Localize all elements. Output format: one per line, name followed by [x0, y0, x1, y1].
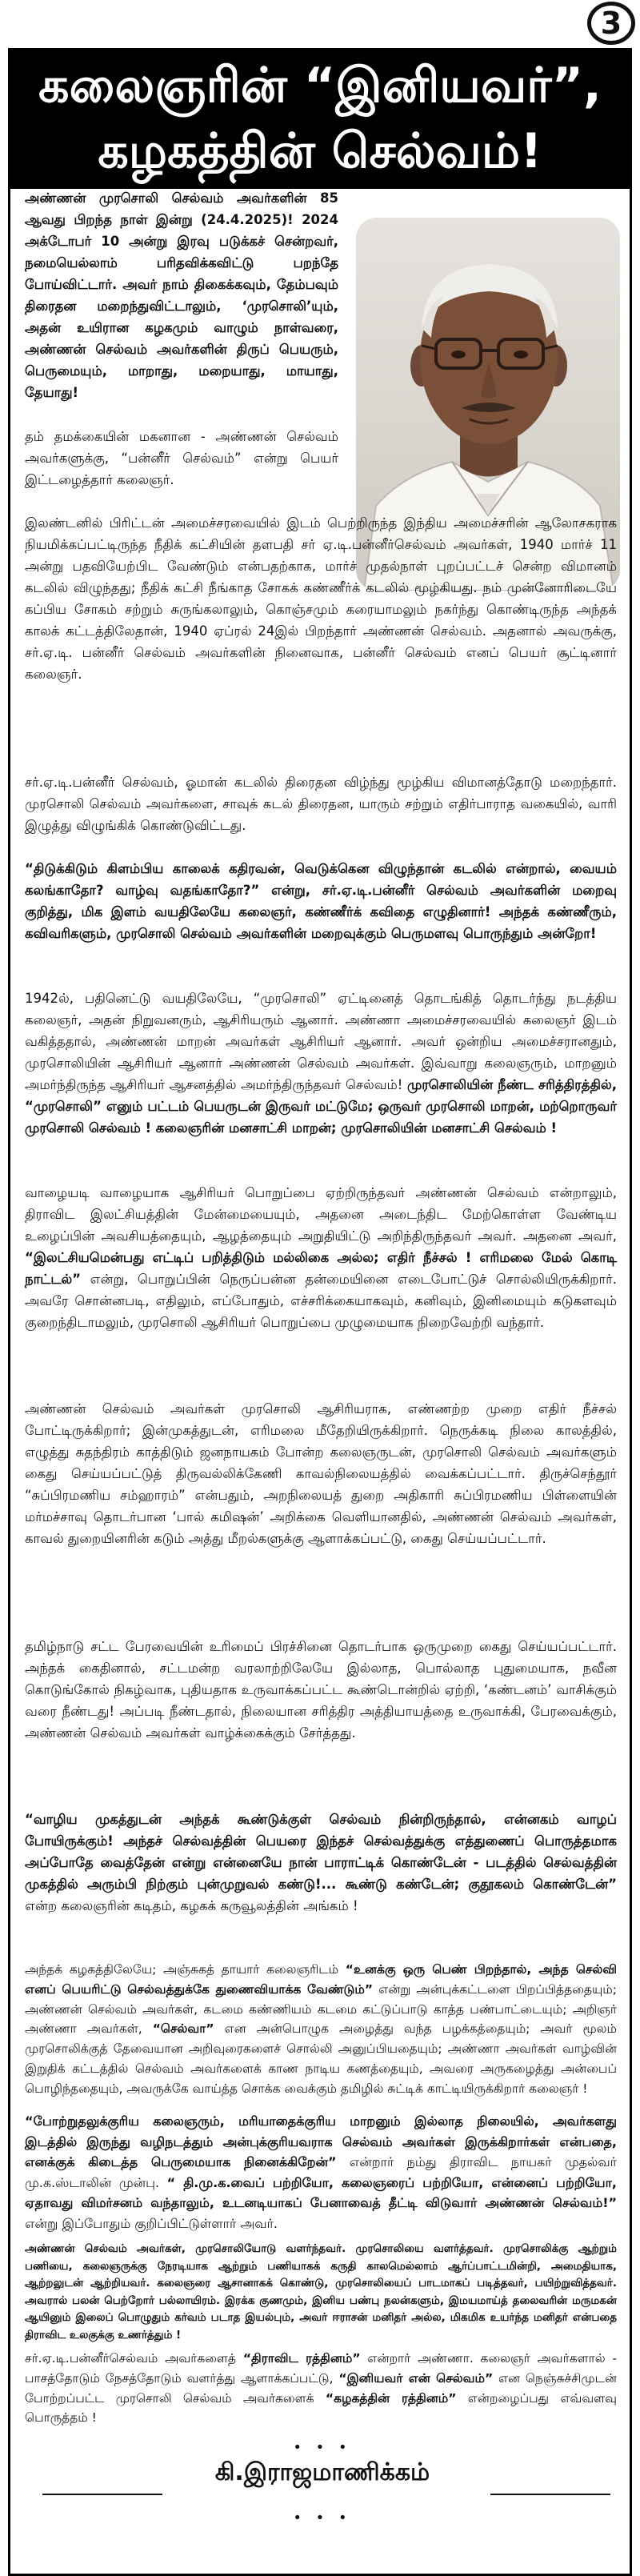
body-paragraph: அண்ணன் செல்வம் அவர்கள் முரசொலி ஆசிரியராக, எண்ணற்ற முறை எதிர் நீச்சல் போட்டிருக்கிறார்; இன்முகத்துடன், எரிமலை மீதேறியிருக்கிறார். நெருக்கடி நிலை காலத்தில், எழுத்து சுதந்திரம் காத்திடும் ஜனநாயகம் போன்ற கலைஞருடன், முரசொலி செல்வம் அவர்களும் கைது செய்யப்பட்டுத் திருவல்லிக்கேணி காவல்நிலையத்தில் வைக்கப்பட்டார். திருச்செந்தூர் “சுப்பிரமணிய சம்ஹாரம்” என்பதும், அறநிலையத் துறை அதிகாரி சுப்பிரமணிய பிள்ளையின் மர்மச்சாவு தொடர்பான ‘பால் கமிஷன்’ அறிக்கை வெளியானதில், அண்ணன் செல்வம் அவர்கள், காவல் துறையினரின் கடும் அத்து மீறல்களுக்கு ஆளாக்கப்பட்டு, கைது செய்யப்பட்டார்.	[25, 1401, 617, 1546]
body-paragraph: தமிழ்நாடு சட்ட பேரவையின் உரிமைப் பிரச்சினை தொடர்பாக ஒருமுறை கைது செய்யப்பட்டார். அந்தக் கைதினால், சட்டமன்ற வரலாற்றிலேயே இல்லாத, பொல்லாத புதுமையாக, நவீன கொடுங்கோல் நிகழ்வாக, புதியதாக உருவாக்கப்பட்ட கூண்டொன்றில் ஏற்றி, ‘கண்டனம்’ வாசிக்கும் வரை நீண்டது! அப்படி நீண்டதால், நிலையான சரித்திர அத்தியாயத்தை உருவாக்கி, பேரவைக்கும், அண்ணன் செல்வம் அவர்கள் வாழ்க்கைக்கும் சேர்த்தது.	[25, 1639, 617, 1741]
text-span: சர்.ஏ.டி.பன்னீர்செல்வம் அவர்களைத்	[25, 2351, 243, 2366]
bold-span: “இலட்சியமென்பது எட்டிப் பறித்திடும் மல்லிகை அல்ல; எதிர் நீச்சல் ! எரிமலை மேல் கொடி நாட்டல்”	[25, 1250, 617, 1287]
bold-span: “ தி.மு.க.வைப் பற்றியோ, கலைஞரைப் பற்றியோ, என்னைப் பற்றியோ, ஏதாவது விமர்சனம் வந்தாலும், உடனடியாகப் பேனாவைத் தீட்டி விடுவார் அண்ணன் செல்வம்!”	[25, 2174, 617, 2211]
bold-span: “போற்றுதலுக்குரிய கலைஞரும், மரியாதைக்குரிய மாறனும் இல்லாத நிலையில், அவர்களது இடத்தில் இருந்து வழிநடத்தும் அன்புக்குரியவராக செல்வம் அவர்கள் இருக்கிறார்கள் என்பதை, எனக்குக் கிடைத்த பெருமையாக நினைக்கிறேன்”	[25, 2113, 617, 2170]
body-paragraph	[25, 988, 617, 1139]
text-span: என்று அன்புக்கட்டளை பிறப்பித்ததையும்; அண்ணன் செல்வம் அவர்கள், கடமை கண்ணியம் கடமை கட்டுப்பாடு காத்த பண்பாட்டையும்; அறிஞர் அண்ணா அவர்கள்,	[25, 1981, 617, 2037]
text-span: இலண்டனில் பிரிட்டன் அமைச்சரவையில் இடம் பெற்றிருந்த இந்திய அமைச்சரின் ஆலோசகராக நியமிக்கப்பட்டிருந்த நீதிக் கட்சியின் தளபதி சர் ஏ.டி.பன்னீர்செல்வம் அவர்கள், 1940 மார்ச் 11 அன்று பதவியேற்பிட வேண்டும் என்பதற்காக, மார்ச் முதல்நாள் புறப்பட்டச் சென்ற விமானம் கடலில் விழுந்தது; நீதிக் கட்சி நீங்காத சோகக் கண்ணீர்க் கடலில் மூழ்கியது. நம் முன்னோரிடையே கப்பிய சோகம் சற்றும் சுருங்கலாலும், கொஞ்சமும் கரையாமலும் நகர்ந்து கொண்டிருந்த அந்தக் காலக் கட்டத்திலேதான், 1940 ஏப்ரல் 24இல் பிறந்தார் அண்ணன் செல்வம். அதனால் அவருக்கு, சர்.ஏ.டி. பன்னீர் செல்வம் அவர்களின் நினைவாக, பன்னீர் செல்வம் எனப் பெயர் சூட்டினார் கலைஞர்.	[25, 515, 617, 682]
body-paragraph: அண்ணன் செல்வம் அவர்கள், முரசொலியோடு வளர்ந்தவர். முரசொலியை வளர்த்தவர். முரசொலிக்கு ஆற்றும் பணியை, கலைஞருக்கு நேரடியாக ஆற்றும் பணியாகக் கருதி காலமெல்லாம் ஆர்ப்பாட்டமின்றி, அமைதியாக, ஆற்றலுடன் ஆற்றியவர். கலைஞரை ஆசானாகக் கொண்டு, முரசொலியைப் பாடமாகப் படித்தவர், பயிற்றுவித்தவர். அவரால் பலன் பெற்றோர் பல்லாயிரம். இரக்க குணமும், இனிய பண்பு நலன்களும், இமயமாய்த் தலைவரின் மருமகன் ஆயினும் இலைப் பொழுதும் கர்வம் படாத இயல்பும், அவர் ஈராசன் மனிதர் அல்ல, மிகமிக உயர்ந்த மனிதர் என்பதை திராவிட உலகுக்கு உணர்த்தும் !	[25, 2242, 617, 2342]
text-span: என அன்பொழுக அழைத்து வந்த பழக்கத்தையும்; அவர் மூலம் முரசொலிக்குத் தேவையான அறிவுரைகளைச் சொல்லி அனுப்பியதையும்; அண்ணா அவர்கள் வாழ்வின் இறுதிக் கட்டத்தில் செல்வம் அவர்களைக் காண நாடிய கணத்தையும், அவரை அருகழைத்து அன்பைப் பொழிந்ததையும், அவருக்கே வாய்த்த சொக்க வைக்கும் தமிழில் சுட்டிக் காட்டியிருக்கிறார் கலைஞர் !	[25, 2021, 617, 2096]
text-span: என்று இப்போதும் குறிப்பிட்டுள்ளார் அவர்.	[25, 2215, 278, 2231]
text-span: அந்தக் கழகத்திலேயே; அஞ்சுகத் தாயார் கலைஞரிடம்	[25, 1962, 346, 1977]
bold-span: “செல்வா”	[152, 2021, 214, 2037]
intro-paragraph: அண்ணன் முரசொலி செல்வம் அவர்களின் 85 ஆவது பிறந்த நாள் இன்று (24.4.2025)! 2024 அக்டோபர் 10 அன்று இரவு படுக்கச் சென்றவர், நமையெல்லாம் பரிதவிக்கவிட்டு பறந்தே போய்விட்டார். அவர் நாம் திகைக்கவும், தேம்பவும் திரைதன மறைந்துவிட்டாலும், ‘முரசொலி’யும், அதன் உயிரான கழகமும் வாழும் நாள்வரை, அண்ணன் செல்வம் அவர்களின் திருப் பெயரும், பெருமையும், மாறாது, மறையாது, மாயாது, தேயாது!	[25, 190, 338, 400]
bold-span: “இனியவர் என் செல்வம்”	[338, 2370, 494, 2386]
divider-line	[490, 2494, 610, 2495]
body-paragraph	[25, 1960, 617, 2099]
body-paragraph	[25, 1182, 617, 1333]
page-number: 3	[587, 2, 635, 45]
body-paragraph	[25, 1809, 617, 1917]
body-paragraph	[25, 512, 617, 685]
body-paragraph: சர்.ஏ.டி.பன்னீர் செல்வம், ஓமான் கடலில் திரைதன விழ்ந்து மூழ்கிய விமானத்தோடு மறைந்தார். முரசொலி செல்வம் அவர்களை, சாவுக் கடல் திரைதன, யாரும் சற்றும் எதிர்பாராத வகையில், வாரி இழுத்து விழுங்கிக் கொண்டுவிட்டது.	[25, 775, 617, 833]
bold-span: முரசொலியின் நீண்ட சரித்திரத்தில், “முரசொலி” எனும் பட்டம் பெயருடன் இருவர் மட்டுமே; ஒருவர் முரசொலி மாறன், மற்றொருவர் முரசொலி செல்வம் ! கலைஞரின் மனசாட்சி மாறன்; முரசொலியின் மனசாட்சி செல்வம் !	[25, 1077, 618, 1136]
text-span: என்றார் அண்ணா. கலைஞர் அவர்களால் - பாசத்தோடும் நேசத்தோடும் வளர்த்து ஆளாக்கப்பட்டு,	[25, 2351, 617, 2386]
text-span: 1942ல், பதினெட்டு வயதிலேயே, “முரசொலி” ஏட்டினைத் தொடங்கித் தொடர்ந்து நடத்திய கலைஞர், அதன் நிறுவனரும், ஆசிரியரும் ஆனார். அண்ணா அமைச்சரவையில் கலைஞர் இடம் வகித்ததால், அண்ணன் மாறன் அவர்கள் ஆசிரியர் ஆனார். அவர் ஒன்றிய அமைச்சரானதும், முரசொலியின் ஆசிரியர் ஆனார் அண்ணன் செல்வம் அவர்கள். இவ்வாறு கலைஞரும், மாறனும் அமர்ந்திருந்த ஆசிரியர் ஆசனத்தில் அமர்ந்திருந்தவர் செல்வம்!	[25, 991, 617, 1092]
body-paragraph	[25, 2111, 617, 2234]
text-span: வாழையடி வாழையாக ஆசிரியர் பொறுப்பை ஏற்றிருந்தவர் அண்ணன் செல்வம் என்றாலும், திராவிட இலட்சியத்தின் மேன்மையையும், அதனை அடைந்திட மேற்கொள்ள வேண்டிய உழைப்பின் அவசியத்தையும், ஆழத்தையும் அறுதியிட்டு அறிந்திருந்தவர் அவர். அதனை அவர்,	[25, 1185, 617, 1244]
divider-line	[42, 2494, 162, 2495]
headline-banner	[8, 48, 632, 189]
text-span: என்றழைப்பது எவ்வளவு பொருத்தம் !	[25, 2390, 617, 2426]
bold-span: “வாழிய முகத்துடன் அந்தக் கூண்டுக்குள் செல்வம் நின்றிருந்தால், என்னகம் வாழப் போயிருக்கும்! அந்தச் செல்வத்தின் பெயரை இந்தச் செல்வத்துக்கு எத்துணைப் பொருத்தமாக அப்போதே வைத்தேன் என்று என்னையே நான் பாராட்டிக் கொண்டேன் - படத்தில் செல்வத்தின் முகத்தில் அரும்பி நிற்கும் புன்முறுவல் கண்டு!... கூண்டு கண்டேன்; குதூகலம் கொண்டேன்”	[25, 1812, 617, 1892]
divider-dots: • • •	[293, 2439, 352, 2456]
bold-span: “கழகத்தின் ரத்தினம்”	[325, 2390, 457, 2406]
text-span: என்ற கலைஞரின் கடிதம், கழகக் கருவூலத்தின் அங்கம் !	[25, 1898, 358, 1913]
bold-span: “உனக்கு ஒரு பெண் பிறந்தால், அந்த செல்வி எனப் பெயரிட்டு செல்வத்துக்கே துணைவியாக்க வேண்டும்”	[25, 1962, 618, 1997]
headline-line-2: கழகத்தின் செல்வம்!	[98, 123, 542, 179]
author-byline: கி.இராஜமாணிக்கம்	[214, 2458, 430, 2486]
text-span: என்றார் நம்து திராவிட நாயகர் முதல்வர் மு.க.ஸ்டாலின் முன்பு.	[25, 2154, 617, 2190]
quote-paragraph: “திடுக்கிடும் கிளம்பிய காலைக் கதிரவன், வெடுக்கென விழுந்தான் கடலில் என்றால், வையம் கலங்காதோ? வாழ்வு வதங்காதோ?” என்று, சர்.ஏ.டி.பன்னீர் செல்வம் அவர்களின் மறைவு குறித்து, மிக இளம் வயதிலேயே கலைஞர், கண்ணீர்க் கவிதை எழுதினார்! அந்தக் கண்ணீரும், கவிவரிகளும், முரசொலி செல்வம் அவர்களின் மறைவுக்கும் பெருமளவு பொருந்தும் அன்றோ!	[25, 861, 617, 941]
body-paragraph	[25, 2349, 617, 2428]
divider-dots: • • •	[293, 2510, 352, 2526]
body-paragraph: தம் தமக்கையின் மகனான - அண்ணன் செல்வம் அவர்களுக்கு, “பன்னீர் செல்வம்” என்று பெயர் இட்டழைத்தார் கலைஞர்.	[25, 429, 338, 487]
headline-line-1: கலைஞரின் “இனியவர்”,	[38, 58, 602, 114]
article-body	[8, 189, 632, 2576]
text-span: என்று, பொறுப்பின் நெருப்பன்ன தன்மையினை எடைபோட்டுச் சொல்லியிருக்கிறார். அவரே சொன்னபடி, எதிலும், எப்போதும், எச்சரிக்கையாகவும், கனிவும், இனிமையும் கடுகளவும் குறைந்திடாமலும், முரசொலி ஆசிரியர் பொறுப்பை முழுமையாக நிறைவேற்றி வந்தார்.	[25, 1272, 617, 1330]
text-span: என நெஞ்சுச்சிமுடன் போற்றப்பட்ட முரசொலி செல்வம் அவர்களைக்	[25, 2370, 617, 2406]
bold-span: “திராவிட ரத்தினம்”	[242, 2351, 361, 2366]
